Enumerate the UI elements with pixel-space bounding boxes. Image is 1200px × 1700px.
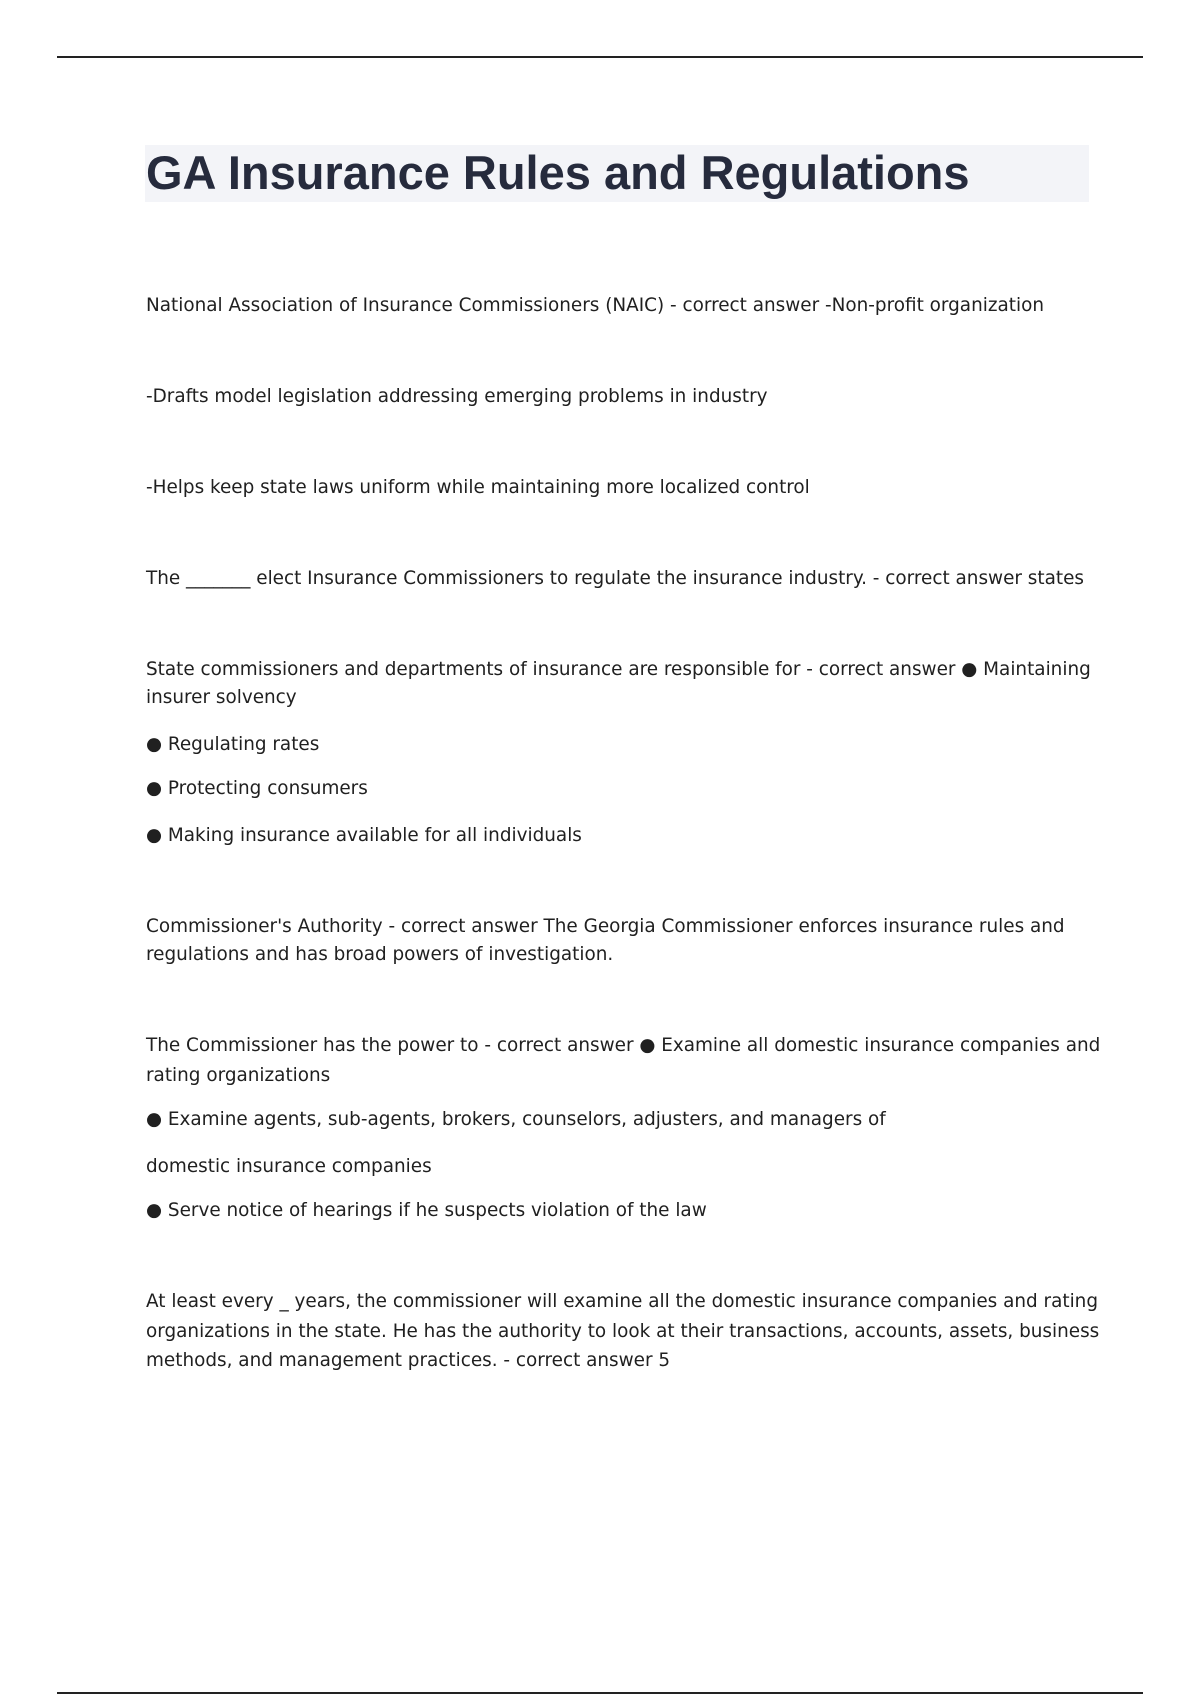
qa-power-line: The Commissioner has the power to - correct answer ● Examine all domestic insurance companies and: [146, 1035, 1101, 1056]
qa-naic-answer-line: -Helps keep state laws uniform while maintaining more localized control: [146, 477, 810, 498]
bullet-item: ● Protecting consumers: [146, 778, 368, 799]
footer-rule: [57, 1692, 1143, 1694]
qa-naic-question: National Association of Insurance Commissioners (NAIC) - correct answer -Non-profit organization: [146, 295, 1044, 316]
qa-power-line: rating organizations: [146, 1065, 331, 1086]
qa-examination-line: organizations in the state. He has the authority to look at their transactions, accounts, assets, business: [146, 1321, 1100, 1342]
qa-examination-line: At least every _ years, the commissioner will examine all the domestic insurance companies and rating: [146, 1291, 1099, 1312]
qa-states-line: The _______ elect Insurance Commissioners to regulate the insurance industry. - correct answer states: [146, 568, 1084, 589]
page-title: GA Insurance Rules and Regulations: [146, 146, 970, 199]
qa-responsibilities-line: insurer solvency: [146, 687, 297, 708]
header-rule: [57, 56, 1143, 58]
qa-naic-answer-line: -Drafts model legislation addressing emerging problems in industry: [146, 386, 768, 407]
bullet-item: ● Making insurance available for all individuals: [146, 825, 582, 846]
bullet-item: ● Serve notice of hearings if he suspects violation of the law: [146, 1200, 707, 1221]
bullet-item: ● Examine agents, sub-agents, brokers, counselors, adjusters, and managers of: [146, 1109, 886, 1130]
qa-examination-line: methods, and management practices. - correct answer 5: [146, 1350, 671, 1371]
qa-authority-line: Commissioner's Authority - correct answer The Georgia Commissioner enforces insurance rules and: [146, 916, 1065, 937]
qa-power-line: domestic insurance companies: [146, 1156, 432, 1177]
qa-authority-line: regulations and has broad powers of investigation.: [146, 944, 614, 965]
qa-responsibilities-line: State commissioners and departments of insurance are responsible for - correct answer ● Maintaining: [146, 659, 1091, 680]
bullet-item: ● Regulating rates: [146, 734, 320, 755]
